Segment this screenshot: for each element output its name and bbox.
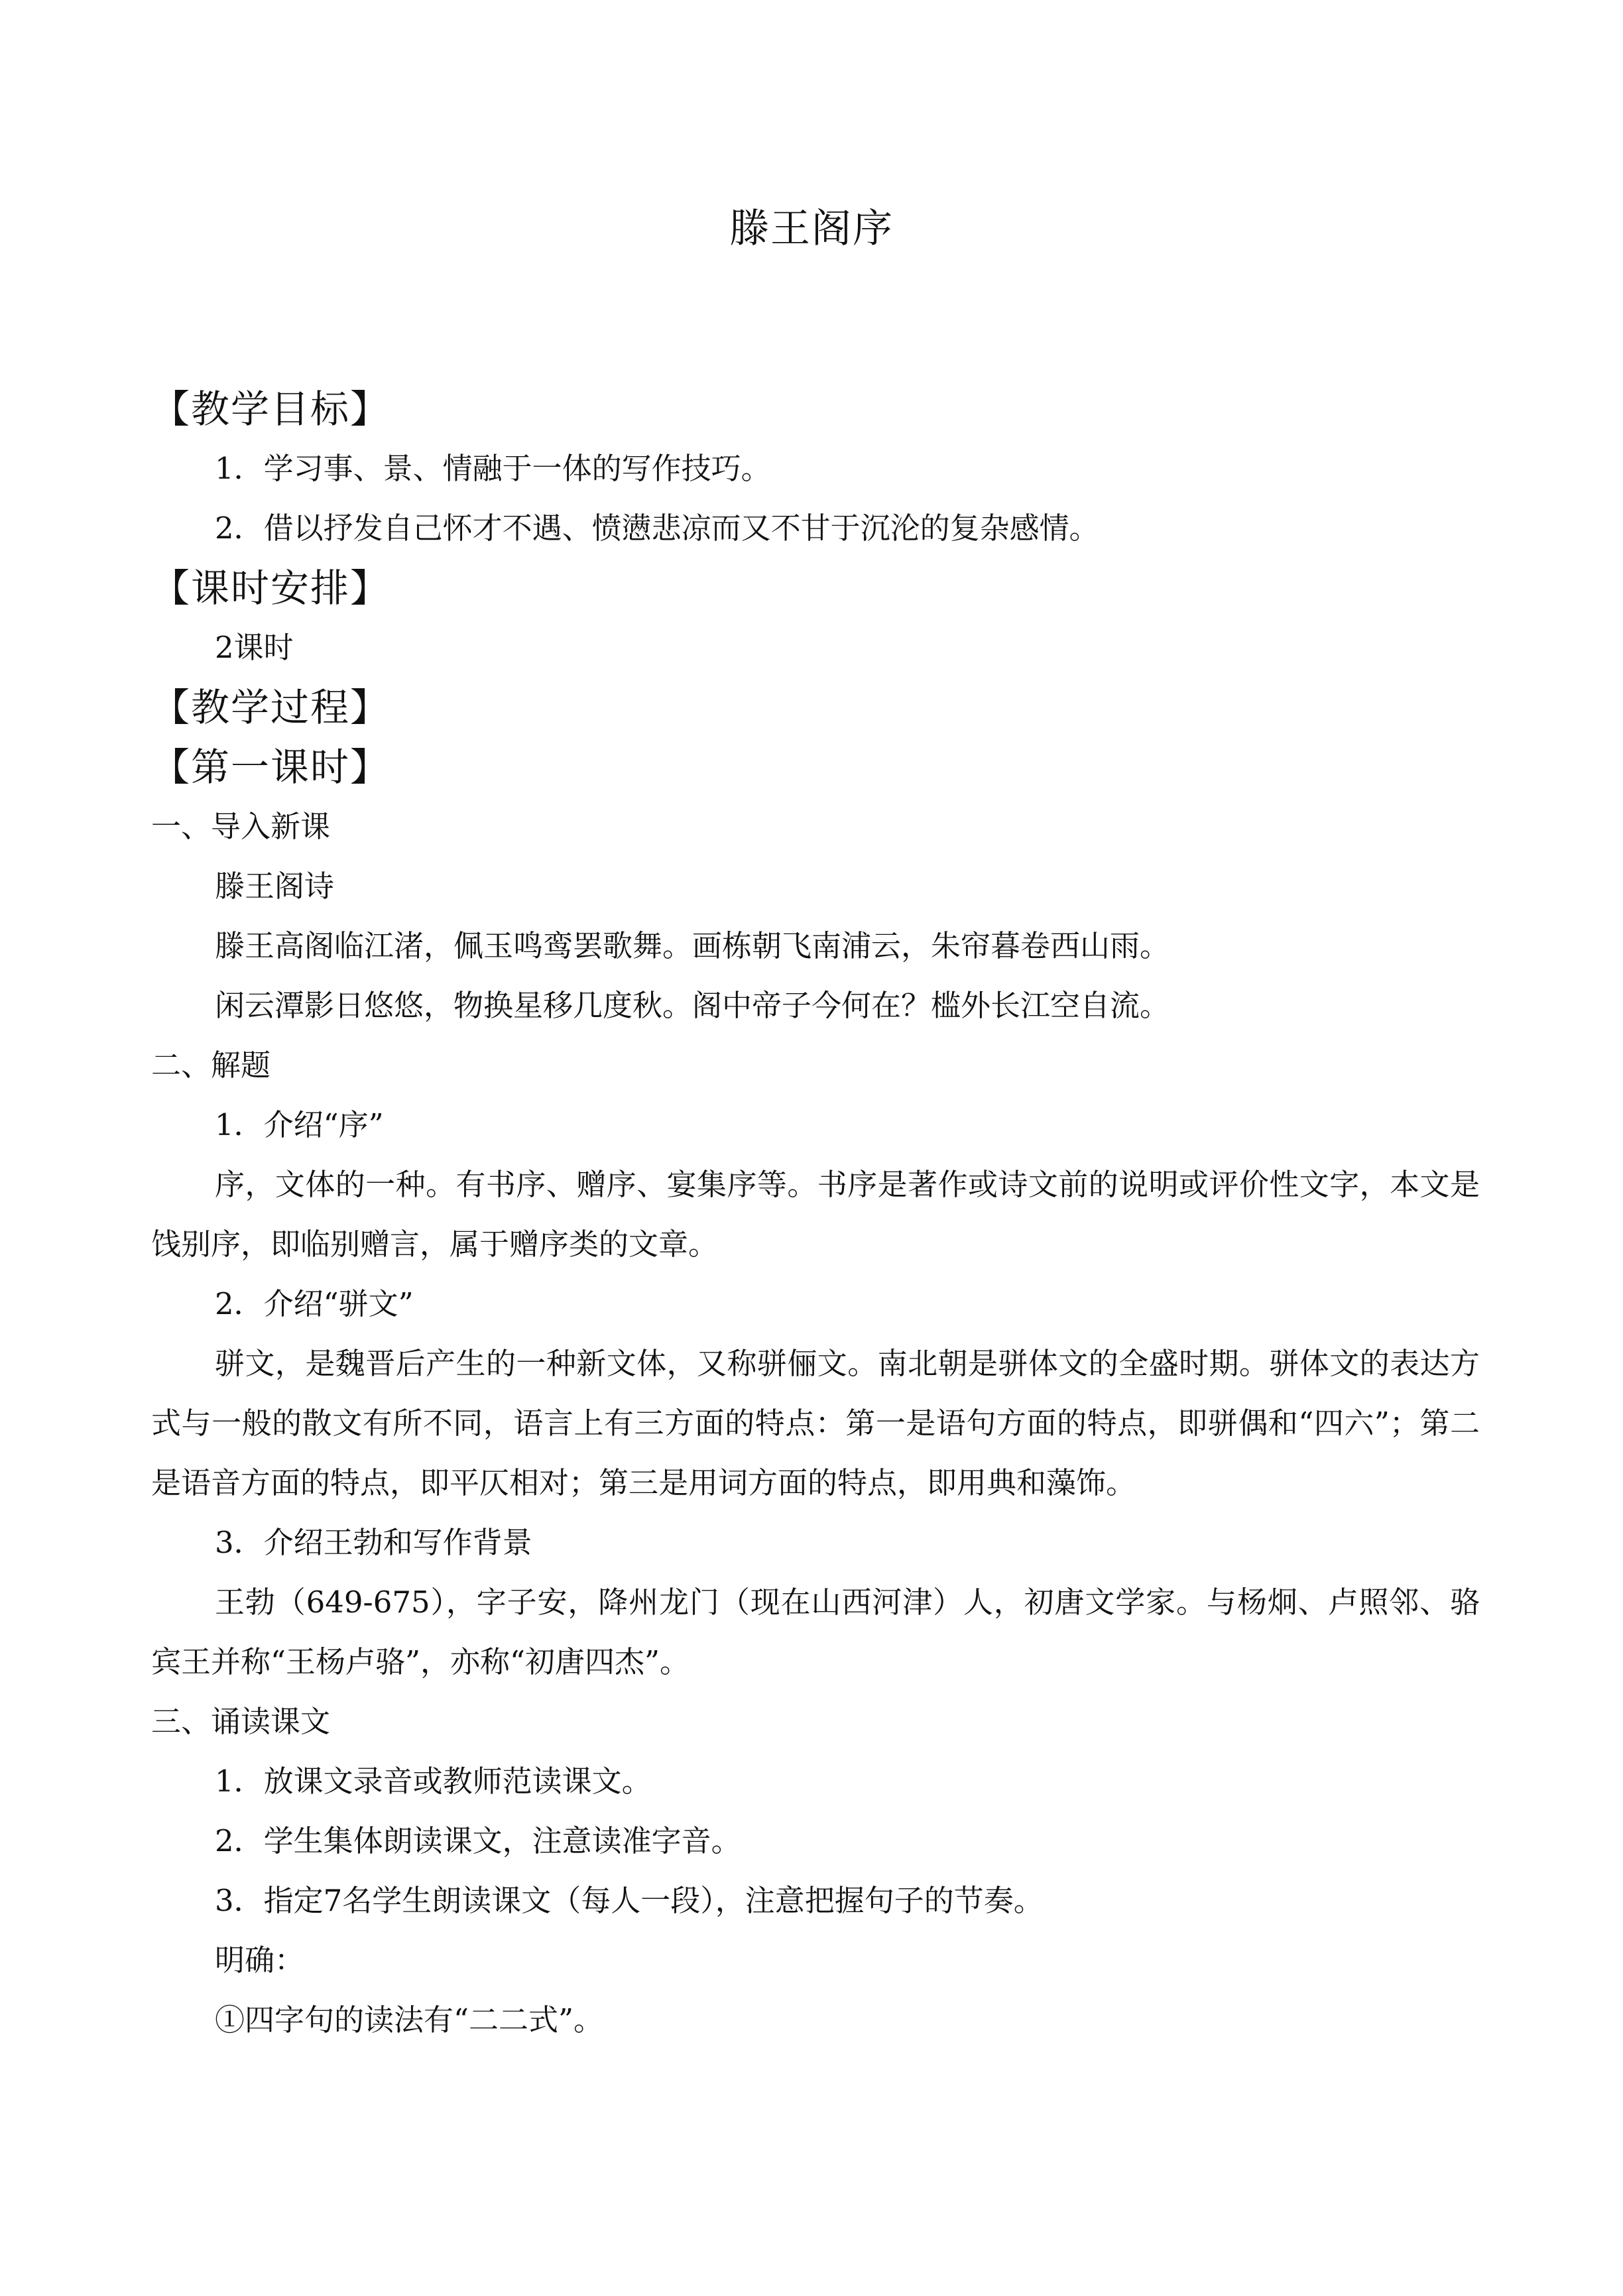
objective-item-1: 1．学习事、景、情融于一体的写作技巧。 [215, 451, 771, 486]
schedule-text: 2课时 [215, 630, 294, 665]
objectives-heading: 【教学目标】 [151, 387, 391, 432]
poem-line-1: 滕王高阁临江渚，佩玉鸣鸾罢歌舞。画栋朝飞南浦云，朱帘暮卷西山雨。 [215, 928, 1170, 963]
schedule-heading: 【课时安排】 [151, 566, 391, 611]
objective-item-2: 2．借以抒发自己怀才不遇、愤懑悲凉而又不甘于沉沦的复杂感情。 [215, 511, 1099, 546]
poem-line-2: 闲云潭影日悠悠，物换星移几度秋。阁中帝子今何在？槛外长江空自流。 [215, 988, 1170, 1023]
recite-item-2: 2．学生集体朗读课文，注意读准字音。 [215, 1823, 741, 1858]
document-title: 滕王阁序 [729, 206, 894, 252]
process-heading: 【教学过程】 [151, 685, 391, 730]
sub1-title: 1．介绍“序” [215, 1107, 384, 1142]
recite-item-1: 1．放课文录音或教师范读课文。 [215, 1764, 652, 1799]
sub2-title: 2．介绍“骈文” [215, 1286, 414, 1321]
section1-heading: 一、导入新课 [151, 809, 331, 844]
recite-item-3: 3．指定7名学生朗读课文（每人一段），注意把握句子的节奏。 [215, 1883, 1044, 1918]
sub1-text: 序，文体的一种。有书序、赠序、宴集序等。书序是著作或诗文前的说明或评价性文字，本文是饯别序，即临别赠言，属于赠序类的文章。 [151, 1167, 1480, 1262]
section3-heading: 三、诵读课文 [151, 1704, 331, 1739]
clarify-item-1: ①四字句的读法有“二二式”。 [215, 2002, 604, 2037]
first-lesson-heading: 【第一课时】 [151, 745, 391, 790]
document-body [151, 379, 1480, 2050]
sub2-text: 骈文，是魏晋后产生的一种新文体，又称骈俪文。南北朝是骈体文的全盛时期。骈体文的表达方式与一般的散文有所不同，语言上有三方面的特点：第一是语句方面的特点，即骈偶和“四六”；第二是语音方面的特点，即平仄相对；第三是用词方面的特点，即用典和藻饰。 [151, 1346, 1480, 1500]
sub3-text: 王勃（649-675），字子安，降州龙门（现在山西河津）人，初唐文学家。与杨炯、卢照邻、骆宾王并称“王杨卢骆”，亦称“初唐四杰”。 [151, 1585, 1480, 1679]
poem-title: 滕王阁诗 [215, 869, 335, 904]
sub3-title: 3．介绍王勃和写作背景 [215, 1525, 532, 1560]
section2-heading: 二、解题 [151, 1048, 271, 1083]
clarify-label: 明确： [215, 1943, 305, 1978]
